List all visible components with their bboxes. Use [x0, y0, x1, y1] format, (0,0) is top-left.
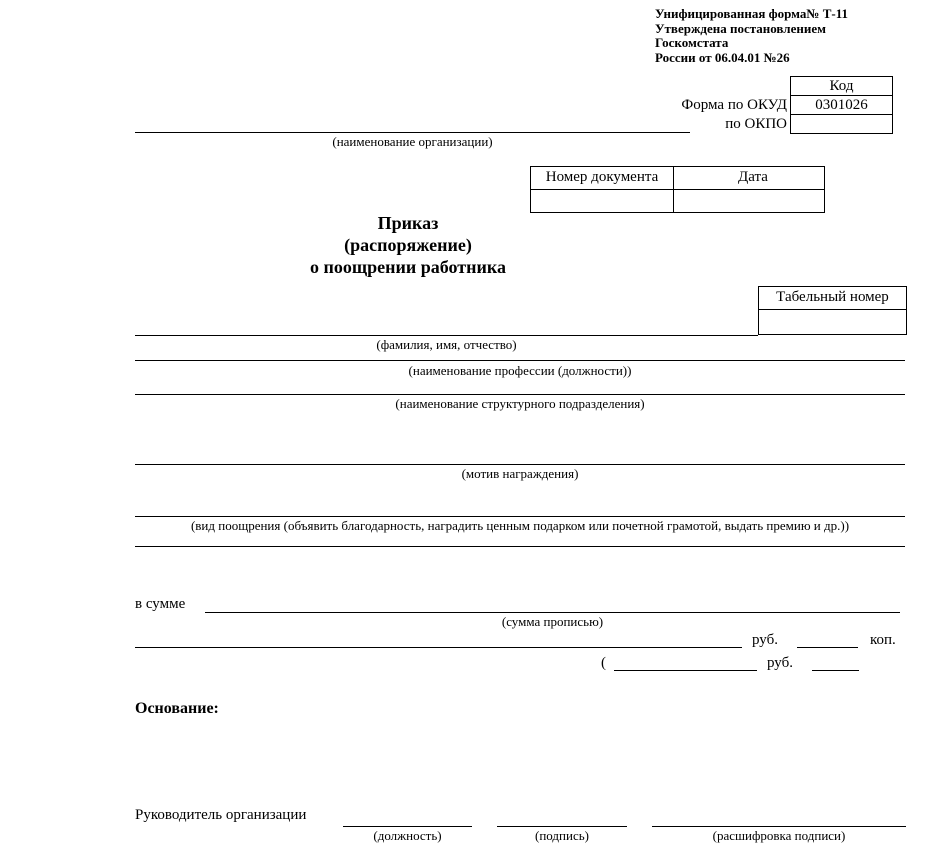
form-title-line: о поощрении работника — [310, 257, 506, 277]
incentive-end-line[interactable] — [135, 532, 905, 547]
okpo-code-cell[interactable] — [791, 114, 892, 133]
motive-caption: (мотив награждения) — [461, 466, 579, 481]
approval-line: Утверждена постановлением — [655, 20, 826, 36]
doc-date-header-cell: Дата — [738, 169, 768, 185]
basis-label: Основание: — [135, 700, 219, 717]
okud-label: Форма по ОКУД — [681, 97, 787, 113]
department-caption: (наименование структурного подразделения) — [395, 396, 645, 411]
org-name-caption: (наименование организации) — [332, 134, 493, 149]
okpo-label: по ОКПО — [725, 116, 787, 132]
fio-caption: (фамилия, имя, отчество) — [376, 337, 517, 352]
signature-caption: (подпись) — [535, 828, 589, 843]
motive-line[interactable] — [135, 450, 905, 465]
position-line[interactable] — [343, 812, 472, 827]
department-line[interactable] — [135, 380, 905, 395]
position-caption: (должность) — [373, 828, 442, 843]
approval-line: России от 06.04.01 №26 — [655, 49, 790, 65]
approval-line: Госкомстата — [655, 35, 729, 50]
head-of-org-label: Руководитель организации — [135, 807, 307, 823]
personnel-number-table — [758, 286, 907, 335]
form-title-line: Приказ — [377, 213, 439, 233]
approval-line: Унифицированная форма№ Т-11 — [655, 6, 849, 21]
signature-name-line[interactable] — [652, 812, 906, 827]
personnel-number-value-cell[interactable] — [759, 309, 906, 334]
amount-rubles-line[interactable] — [135, 633, 742, 648]
doc-number-value-cell[interactable] — [531, 190, 674, 213]
doc-number-header-cell: Номер документа — [531, 167, 674, 189]
amount-words-line[interactable] — [205, 598, 900, 613]
amount-words-caption: (сумма прописью) — [501, 614, 604, 629]
kopecks-figures-line[interactable] — [812, 656, 859, 671]
signature-line[interactable] — [497, 812, 627, 827]
okud-code-cell: 0301026 — [791, 95, 892, 114]
form-title-line: (распоряжение) — [344, 235, 472, 255]
rub2-label: руб. — [767, 655, 793, 671]
org-name-line[interactable] — [135, 118, 690, 133]
incentive-line[interactable] — [135, 502, 905, 517]
document-table — [530, 166, 825, 213]
incentive-caption: (вид поощрения (объявить благодарность, наградить ценным подарком или почетной грамотой, выдать премию и др.)) — [190, 518, 850, 533]
kop-label: коп. — [870, 632, 896, 648]
kopecks-line[interactable] — [797, 633, 858, 648]
personnel-number-header-cell: Табельный номер — [776, 289, 889, 305]
doc-date-value-cell[interactable] — [678, 190, 828, 213]
rub-label: руб. — [752, 632, 778, 648]
amount-label: в сумме — [135, 596, 186, 612]
profession-line[interactable] — [135, 346, 905, 361]
signature-name-caption: (расшифровка подписи) — [712, 828, 846, 843]
okud-code-table — [790, 76, 893, 134]
form-title — [208, 212, 608, 278]
fio-line[interactable] — [135, 321, 758, 336]
profession-caption: (наименование профессии (должности)) — [408, 363, 632, 378]
amount-figures-line[interactable] — [614, 656, 757, 671]
open-paren-label: ( — [601, 655, 606, 671]
code-header-cell: Код — [829, 78, 854, 94]
approval-block — [655, 7, 935, 65]
